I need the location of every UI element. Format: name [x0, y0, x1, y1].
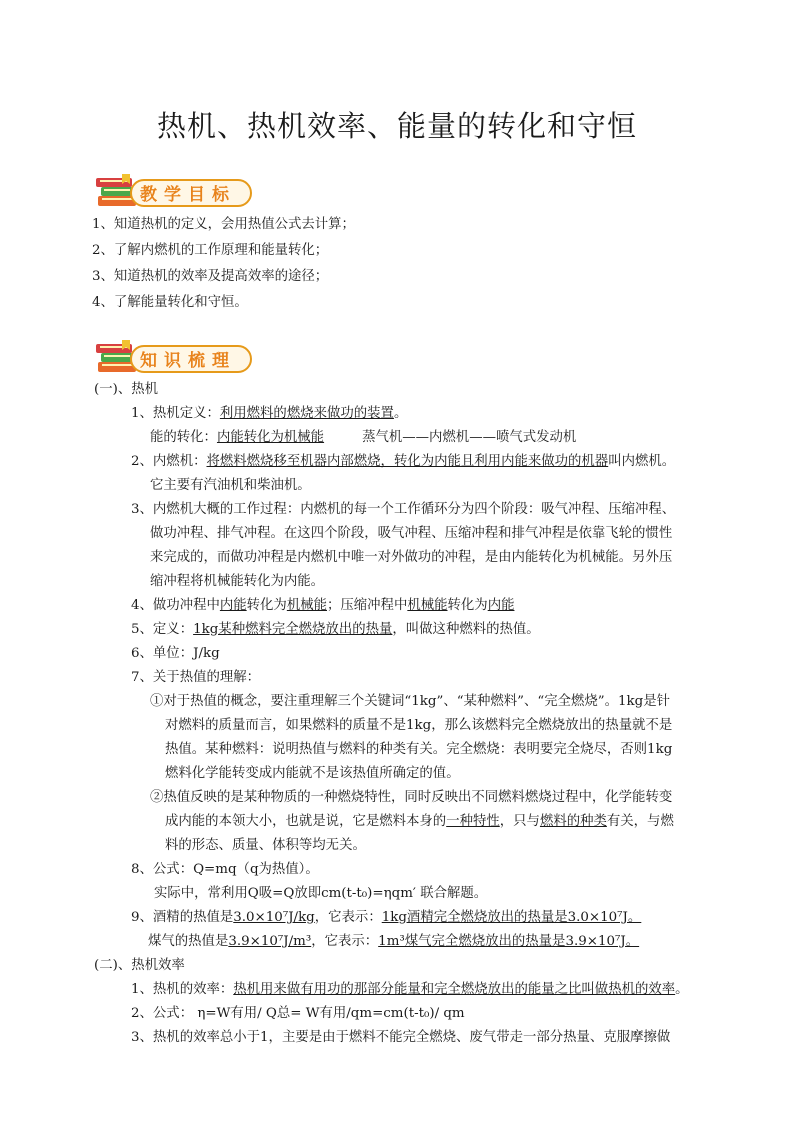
text-line: 5、定义：1kg某种燃料完全燃烧放出的热量，叫做这种燃料的热值。	[131, 622, 540, 637]
section-banner-knowledge	[92, 338, 262, 376]
text-line: 4、做功冲程中内能转化为机械能；压缩冲程中机械能转化为内能	[131, 598, 515, 613]
goal-item: 4、了解能量转化和守恒。	[92, 295, 248, 310]
text-line: 对燃料的质量而言，如果燃料的质量不是1kg，那么该燃料完全燃烧放出的热量就不是	[165, 718, 673, 733]
text-line: 3、内燃机大概的工作过程：内燃机的每一个工作循环分为四个阶段：吸气冲程、压缩冲程、	[131, 502, 676, 517]
text-line: 燃料化学能转变成内能就不是该热值所确定的值。	[165, 766, 460, 781]
section-label-goals: 教学目标	[140, 185, 236, 205]
part2-heading: (二)、热机效率	[94, 958, 185, 973]
text-line: 做功冲程、排气冲程。在这四个阶段，吸气冲程、压缩冲程和排气冲程是依靠飞轮的惯性	[150, 526, 673, 541]
text-line: 3、热机的效率总小于1，主要是由于燃料不能完全燃烧、废气带走一部分热量、克服摩擦做	[131, 1030, 671, 1045]
text-line: 热值。某种燃料：说明热值与燃料的种类有关。完全燃烧：表明要完全烧尽，否则1kg	[165, 742, 673, 757]
text-line: 缩冲程将机械能转化为内能。	[150, 574, 325, 589]
text-line: 料的形态、质量、体积等均无关。	[165, 838, 366, 853]
text-line: 8、公式：Q=mq（q为热值）。	[131, 862, 319, 877]
text-line: 2、内燃机：将燃料燃烧移至机器内部燃烧，转化为内能且利用内能来做功的机器叫内燃机。	[131, 454, 676, 469]
text-line: 实际中，常利用Q吸=Q放即cm(t-t₀)=ηqm′ 联合解题。	[154, 886, 488, 901]
text-line: 它主要有汽油机和柴油机。	[150, 478, 311, 493]
text-line: 能的转化：内能转化为机械能 蒸气机——内燃机——喷气式发动机	[150, 430, 577, 445]
text-line: 9、酒精的热值是3.0×10⁷J/kg，它表示：1kg酒精完全燃烧放出的热量是3.0×10⁷J。	[131, 910, 642, 925]
text-line: 1、热机的效率：热机用来做有用功的那部分能量和完全燃烧放出的能量之比叫做热机的效率。	[131, 982, 689, 997]
text-line: 2、公式： η=W有用/ Q总= W有用/qm=cm(t-t₀)/ qm	[131, 1006, 465, 1021]
text-line: 煤气的热值是3.9×10⁷J/m³，它表示：1m³煤气完全燃烧放出的热量是3.9×10⁷J。	[148, 934, 640, 949]
text-line: 6、单位：J/kg	[131, 646, 220, 661]
part1-heading: (一)、热机	[94, 382, 159, 397]
goal-item: 2、了解内燃机的工作原理和能量转化；	[92, 243, 329, 258]
text-line: 成内能的本领大小，也就是说，它是燃料本身的一种特性，只与燃料的种类有关，与燃	[165, 814, 674, 829]
goal-item: 1、知道热机的定义，会用热值公式去计算；	[92, 217, 355, 232]
text-line: 来完成的，而做功冲程是内燃机中唯一对外做功的冲程，是由内能转化为机械能。另外压	[150, 550, 673, 565]
goal-item: 3、知道热机的效率及提高效率的途径；	[92, 269, 329, 284]
text-line: 1、热机定义：利用燃料的燃烧来做功的装置。	[131, 406, 408, 421]
section-banner-goals	[92, 172, 262, 210]
text-line: ①对于热值的概念，要注重理解三个关键词“1kg”、“某种燃料”、“完全燃烧”。1kg是针	[150, 694, 670, 709]
page-title: 热机、热机效率、能量的转化和守恒	[156, 109, 637, 143]
text-line: ②热值反映的是某种物质的一种燃烧特性，同时反映出不同燃料燃烧过程中，化学能转变	[150, 790, 673, 805]
text-line: 7、关于热值的理解：	[131, 670, 261, 685]
section-label-knowledge: 知识梳理	[140, 351, 236, 371]
